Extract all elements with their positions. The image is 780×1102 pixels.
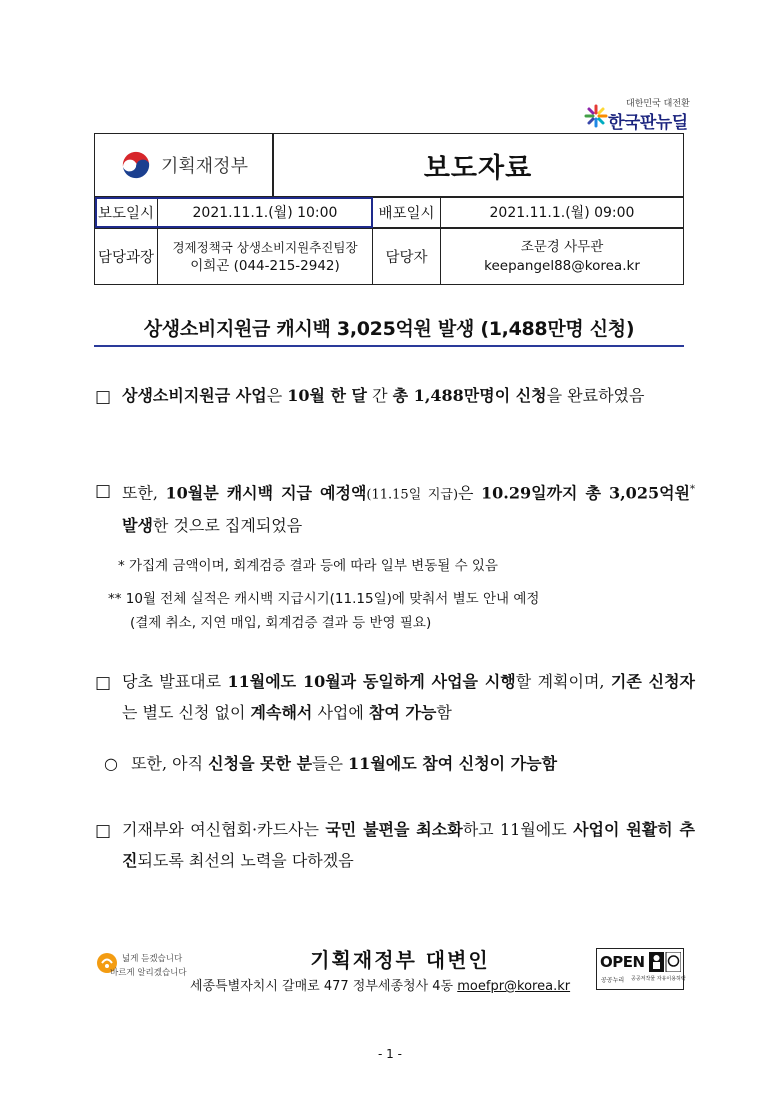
contact-email: keepangel88@korea.kr — [484, 257, 640, 274]
paragraph-1 — [95, 380, 695, 411]
text-run: 또한, — [122, 483, 166, 503]
text-run: 할 계획이며, — [515, 672, 611, 691]
open-badge-sub2: 공공저작물 자유이용허락 — [631, 976, 686, 982]
text-run: 한 것으로 집계되었음 — [152, 516, 303, 536]
new-deal-name: 한국판뉴딜 — [608, 113, 688, 133]
text-run: 기존 신청자 — [610, 672, 695, 691]
text-run: 은 — [266, 386, 288, 405]
text-run: (11.15일 지급) — [366, 487, 459, 503]
text-run: * — [690, 484, 695, 495]
text-run: 사업이 원활히 추진 — [122, 820, 695, 870]
contact-label: 담당자 — [385, 250, 428, 266]
text-run: 11월에도 참여 신청이 가능함 — [348, 754, 558, 773]
license-condition-icons — [649, 952, 681, 972]
document-type-title: 보도자료 — [423, 152, 533, 184]
text-run: 되도록 최선의 노력을 다하겠음 — [137, 851, 354, 870]
text-run: 기재부와 여신협회·카드사는 — [122, 820, 326, 839]
checkbox-bullet: □ — [95, 821, 112, 841]
text-run: 10월분 캐시백 지급 예정액 — [165, 483, 367, 503]
text-run: 신청을 못한 분 — [208, 754, 313, 773]
text-run: 을 완료하였음 — [546, 386, 645, 405]
release-label: 보도일시 — [97, 205, 155, 222]
paragraph-text — [122, 666, 695, 728]
checkbox-bullet: □ — [95, 673, 112, 693]
release-value: 2021.11.1.(월) 10:00 — [192, 205, 338, 221]
footnote-2-detail: (결제 취소, 지연 매입, 회계검증 결과 등 반영 필요) — [130, 615, 432, 631]
page-number: - 1 - — [378, 1047, 402, 1061]
text-run: 당초 발표대로 — [122, 672, 228, 691]
text-run: 은 — [458, 483, 482, 503]
new-deal-slogan: 대한민국 대전환 — [626, 99, 690, 109]
text-run: 간 — [367, 386, 393, 405]
ministry-address — [190, 975, 570, 994]
text-run: 참여 가능 — [368, 703, 437, 722]
footnote-1: * 가집계 금액이며, 회계검증 결과 등에 따라 일부 변동될 수 있음 — [118, 558, 498, 574]
slogan-line-1: 넓게 듣겠습니다 — [122, 954, 183, 964]
taegeuk-icon — [119, 148, 153, 182]
text-run: 국민 불편을 최소화 — [325, 820, 463, 839]
text-run: 또한, 아직 — [131, 754, 209, 773]
text-run: 10.29일까지 총 3,025억원 — [481, 483, 690, 503]
department-info — [158, 229, 372, 284]
text-run: 상생소비지원금 사업 — [122, 386, 267, 405]
sub-item — [104, 751, 704, 774]
contact-info — [441, 229, 683, 284]
press-release-header-table — [94, 133, 684, 285]
paragraph-3 — [95, 666, 695, 728]
checkbox-bullet: □ — [95, 387, 112, 407]
spokesperson-slogan-logo — [96, 948, 196, 988]
spokesperson-title: 기획재정부 대변인 — [310, 948, 490, 972]
open-license-badge — [596, 948, 684, 990]
paragraph-4 — [95, 814, 695, 876]
paragraph-text — [122, 474, 695, 541]
open-badge-text: OPEN — [600, 953, 645, 971]
open-badge-sub1: 공공누리 — [601, 977, 625, 984]
text-run: 10월 한 달 — [287, 386, 368, 405]
paragraph-2 — [95, 474, 695, 541]
ministry-name: 기획재정부 — [161, 156, 248, 177]
ministry-logo — [95, 134, 272, 196]
sub-item-text — [131, 754, 557, 773]
distribution-value: 2021.11.1.(월) 09:00 — [489, 205, 635, 221]
text-run: 총 1,488만명이 신청 — [392, 386, 547, 405]
address-text: 세종특별자치시 갈매로 477 정부세종청사 4동 — [190, 979, 454, 994]
department-label: 담당과장 — [97, 250, 155, 266]
text-run: 계속해서 — [250, 703, 313, 722]
headline-underline — [94, 345, 684, 347]
paragraph-text — [122, 380, 695, 411]
new-deal-star-icon — [584, 104, 608, 128]
distribution-label: 배포일시 — [378, 205, 435, 222]
department-head: 이희곤 (044-215-2942) — [190, 257, 340, 274]
checkbox-bullet: □ — [95, 481, 112, 501]
footnote-2: ** 10월 전체 실적은 캐시백 지급시기(11.15일)에 맞춰서 별도 안내 예정 — [108, 591, 540, 607]
text-run: 11월에도 10월과 동일하게 사업을 시행 — [227, 672, 516, 691]
text-run: 함 — [436, 703, 452, 722]
text-run: 들은 — [312, 754, 349, 773]
contact-name: 조문경 사무관 — [520, 238, 604, 255]
text-run: 하고 11월에도 — [462, 820, 574, 839]
paragraph-text — [122, 814, 695, 876]
korean-new-deal-logo — [582, 96, 702, 132]
slogan-line-2: 바르게 알리겠습니다 — [110, 968, 187, 978]
department-name: 경제정책국 상생소비지원추진팀장 — [172, 239, 358, 255]
text-run: 발생 — [122, 516, 153, 536]
press-email-link[interactable]: moefpr@korea.kr — [457, 979, 571, 994]
headline: 상생소비지원금 캐시백 3,025억원 발생 (1,488만명 신청) — [143, 318, 635, 340]
text-run: 사업에 — [312, 703, 369, 722]
circle-bullet: ○ — [104, 754, 118, 773]
text-run: 는 별도 신청 없이 — [122, 703, 251, 722]
